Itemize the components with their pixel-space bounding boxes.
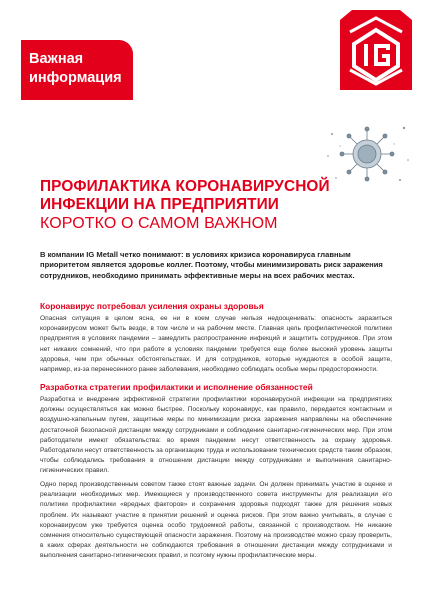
lead-paragraph: В компании IG Metall четко понимают: в условиях кризиса коронавируса главным приоритетом является здоровье коллег. Поэтому, чтобы минимизировать риск заражения сотрудников, необходимо принимать эффективные меры на всех рабочих местах. [40,250,383,280]
subtitle: КОРОТКО О САМОМ ВАЖНОМ [40,215,278,232]
section-works-council [40,480,392,562]
tag-line-2: информация [29,70,122,86]
section-body: Разработка и внедрение эффективной стратегии профилактики коронавирусной инфекции на предприятиях должны осуществляться как можно быстрее. Поскольку коронавирус, как правило, передается контактным и воздушно-капельным путем, защитные меры по минимизации риска заражения направлены на обеспечение достаточной безопасной дистанции между сотрудниками и соблюдение санитарно-гигиенических мер. При этом работодатели имеют обязательства: во время пандемии несут ответственность за охрану здоровья. Работодатели несут ответственность за организацию труда и использование технических средств таким образом, чтобы соблюдались требования в отношении дистанции между сотрудниками и выполнения санитарно-гигиенических правил. [40,396,392,475]
section-body: Одно перед производственным советом также стоят важные задачи. Он должен принимать участие в оценке и реализации необходимых мер. Имеющиеся у производственного совета инструменты для реализации его политики профилактики «вредных факторов» и сохранения здоровья подходят также для решения новых проблем. Их называют участие в принятии решений и оценка рисков. При этом важно учитывать, в случае с коронавирусом уже требуется оценка особо трудоемкой работы, связанной с производством. Не никакие сомнения относительно существующей опасности заражения. Поэтому на производстве можно сразу проверить, в каких сферах деятельности не соблюдаются требования в отношении дистанции между сотрудниками и выполнения санитарно-гигиенических правил, и поэтому нужны профилактические меры. [40,481,392,560]
ig-metall-logo [340,10,412,90]
important-info-tag [21,40,133,100]
title-line-1: ПРОФИЛАКТИКА КОРОНАВИРУСНОЙ [40,178,330,195]
section-prevention-strategy [40,382,392,477]
section-health-protection [40,301,392,375]
section-heading: Разработка стратегии профилактики и исполнение обязанностей [40,382,313,392]
section-heading: Коронавирус потребовал усиления охраны здоровья [40,301,264,311]
hero-heading [40,178,408,233]
section-body: Опасная ситуация в целом ясна, ее ни в коем случае нельзя недооценивать: опасность заразиться коронавирусом может быть везде, в том числе и на рабочем месте. Главная цель профилактической политики предприятия в условиях пандемии – замедлить распространение инфекций и защитить сотрудников. При этом нет никаких сомнений, что при работе в условиях пандемии требуется еще более высокий уровень защиты здоровья, чем при обычных обстоятельствах. И для сотрудников, которые нуждаются в особой защите, например, из-за перенесенного ранее заболевания, необходимо соблюдать особые меры предосторожности. [40,315,392,374]
tag-line-1: Важная [29,51,84,67]
title-line-2: ИНФЕКЦИИ НА ПРЕДПРИЯТИИ [40,196,279,213]
